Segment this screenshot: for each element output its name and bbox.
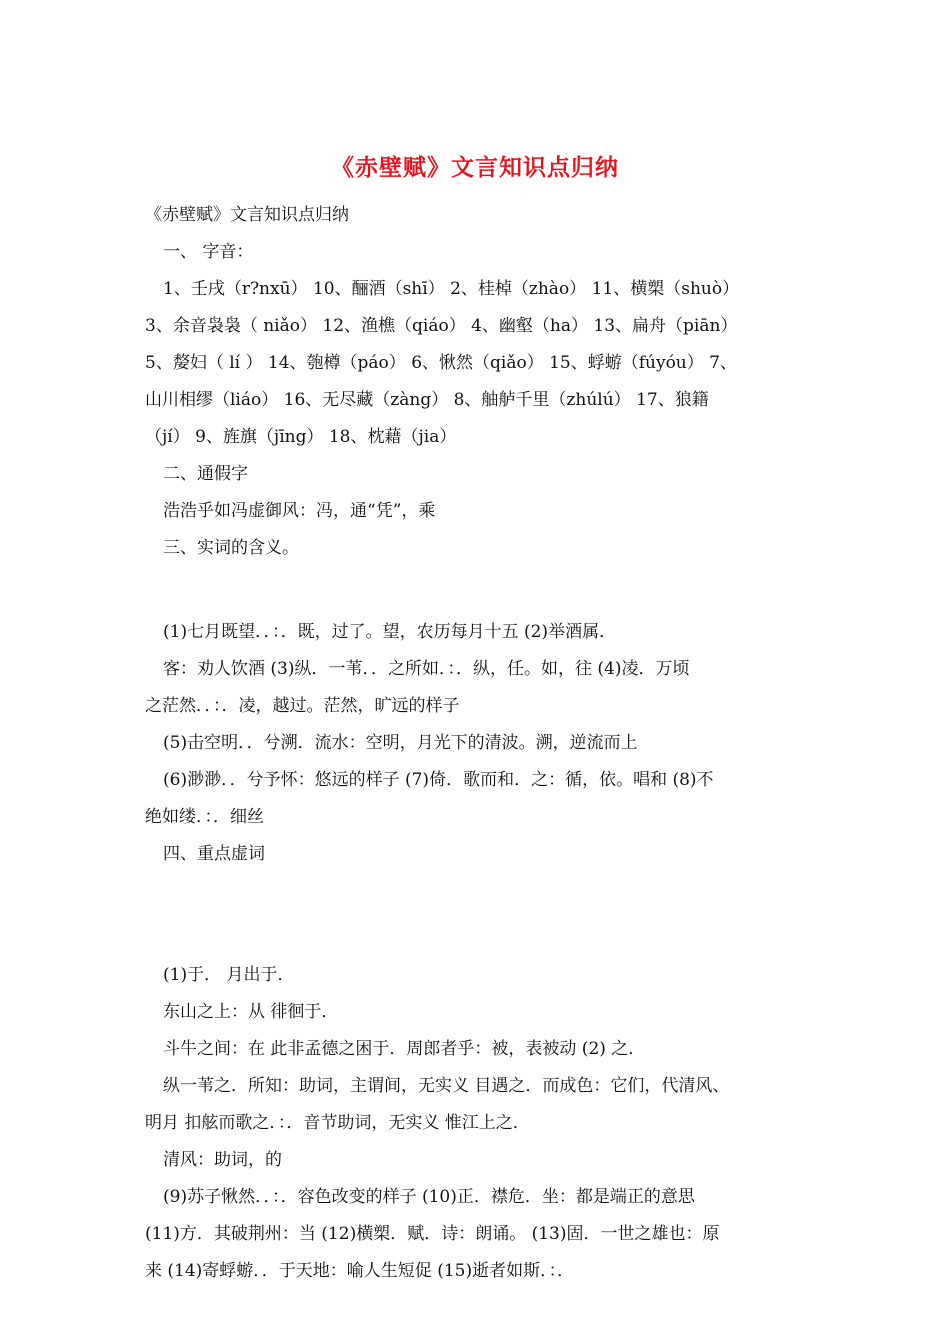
section-heading-function-words: 四、重点虚词	[163, 844, 265, 864]
text-line: (1)七月既望．．：．既，过了。望，农历每月十五 (2)举酒属．	[163, 622, 617, 642]
text-line: (6)渺渺．．兮予怀：悠远的样子 (7)倚．歌而和．之：循，依。唱和 (8)不	[163, 770, 714, 790]
section-heading-content-words: 三、实词的含义。	[163, 538, 299, 558]
text-line: 绝如缕．：．细丝	[145, 807, 264, 827]
subtitle-line: 《赤壁赋》文言知识点归纳	[145, 205, 349, 225]
text-line: 斗牛之间：在 此非孟德之困于．周郎者乎：被，表被动 (2) 之．	[163, 1039, 646, 1059]
text-line: (1)于． 月出于．	[163, 965, 295, 985]
text-line: （jí） 9、旌旗（jīng） 18、枕藉（jia）	[145, 427, 457, 447]
spacer	[145, 567, 810, 614]
text-line: (9)苏子愀然．．：．容色改变的样子 (10)正．襟危．坐：都是端正的意思	[163, 1187, 695, 1207]
text-line: 1、壬戌（r?nxū） 10、酾酒（shī） 2、桂棹（zhào） 11、横槊（shuò）	[163, 279, 740, 299]
text-line: 明月 扣舷而歌之．：．音节助词，无实义 惟江上之．	[145, 1113, 530, 1133]
text-line: 山川相缪（liáo） 16、无尽藏（zàng） 8、舳舻千里（zhúlú） 17、狼籍	[145, 390, 709, 410]
section-heading-pronunciation: 一、 字音：	[163, 242, 254, 262]
section-heading-loan-characters: 二、通假字	[163, 464, 248, 484]
text-line: 来 (14)寄蜉蝣．．于天地：喻人生短促 (15)逝者如斯．：．	[145, 1261, 575, 1281]
text-line: (11)方．其破荆州：当 (12)横槊．赋．诗：朗诵。 (13)固．一世之雄也：原	[145, 1224, 720, 1244]
spacer	[145, 873, 810, 957]
text-line: 客：劝人饮酒 (3)纵．一苇．．之所如．：．纵，任。如，往 (4)凌．万顷	[163, 659, 690, 679]
text-line: (5)击空明．．兮溯．流水：空明，月光下的清波。溯，逆流而上	[163, 733, 638, 753]
text-line: 东山之上：从 徘徊于．	[163, 1002, 339, 1022]
text-line: 浩浩乎如冯虚御风：冯，通“凭”，乘	[163, 501, 436, 521]
document-body	[145, 197, 810, 1290]
text-line: 纵一苇之．所知：助词，主谓间，无实义 目遇之．而成色：它们，代清风、	[163, 1076, 730, 1096]
text-line: 3、余音袅袅（ niǎo） 12、渔樵（qiáo） 4、幽壑（ha） 13、扁舟（piān）	[145, 316, 738, 336]
text-line: 之茫然．．：．凌，越过。茫然，旷远的样子	[145, 696, 460, 716]
document-title: 《赤壁赋》文言知识点归纳	[331, 154, 619, 181]
text-line: 清风：助词，的	[163, 1150, 282, 1170]
text-line: 5、嫠妇（ lí ） 14、匏樽（páo） 6、愀然（qiǎo） 15、蜉蝣（fúyóu） 7、	[145, 353, 737, 373]
